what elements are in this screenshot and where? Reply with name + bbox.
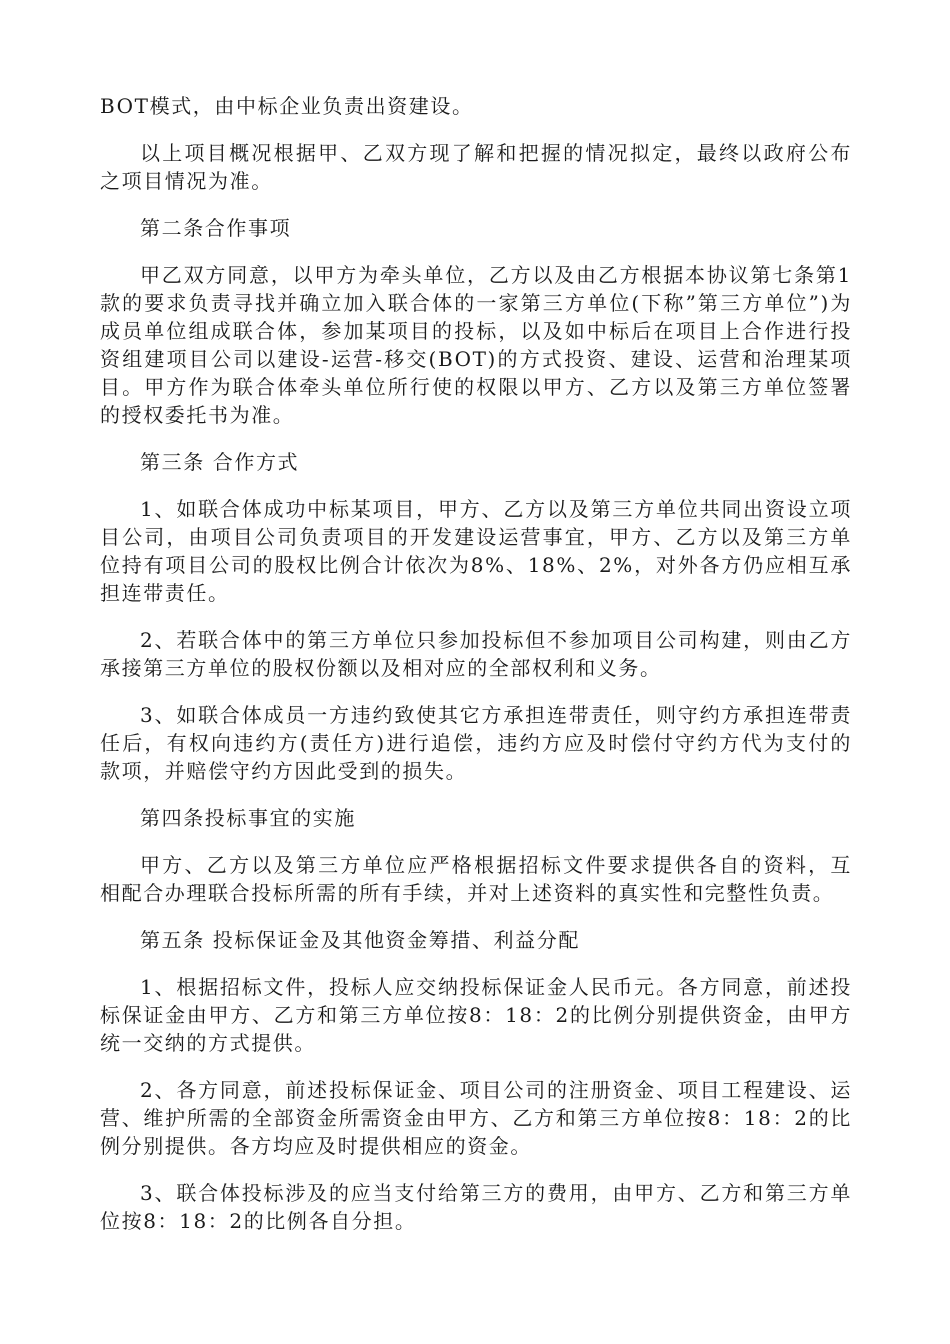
paragraph-project-overview: 以上项目概况根据甲、乙双方现了解和把握的情况拟定，最终以政府公布之项目情况为准。 (100, 141, 852, 193)
paragraph-cooperation-matters: 甲乙双方同意，以甲方为牵头单位，乙方以及由乙方根据本协议第七条第1款的要求负责寻找并确立加入联合体的一家第三方单位(下称”第三方单位”)为成员单位组成联合体，参加某项目的投标，以及如中标后在项目上合作进行投资组建项目公司以建设-运营-移交(BOT)的方式投资、建设、运营和治理某项目。甲方作为联合体牵头单位所行使的权限以甲方、乙方以及第三方单位签署的授权委托书为准。 (100, 263, 852, 427)
paragraph-funding-2: 2、各方同意，前述投标保证金、项目公司的注册资金、项目工程建设、运营、维护所需的全部资金所需资金由甲方、乙方和第三方单位按8：18：2的比例分别提供。各方均应及时提供相应的资金。 (100, 1078, 852, 1158)
document-page (100, 92, 852, 1254)
paragraph-bid-implementation: 甲方、乙方以及第三方单位应严格根据招标文件要求提供各自的资料，互相配合办理联合投标所需的所有手续，并对上述资料的真实性和完整性负责。 (100, 853, 852, 905)
paragraph-cooperation-3: 3、如联合体成员一方违约致使其它方承担连带责任，则守约方承担连带责任后，有权向违约方(责任方)进行追偿，违约方应及时偿付守约方代为支付的款项，并赔偿守约方因此受到的损失。 (100, 703, 852, 783)
heading-article-2: 第二条合作事项 (140, 216, 292, 240)
paragraph-bot-mode: BOT模式，由中标企业负责出资建设。 (100, 94, 474, 118)
heading-article-3: 第三条 合作方式 (140, 450, 300, 474)
paragraph-cooperation-2: 2、若联合体中的第三方单位只参加投标但不参加项目公司构建，则由乙方承接第三方单位的股权份额以及相对应的全部权利和义务。 (100, 628, 852, 680)
heading-article-4: 第四条投标事宜的实施 (140, 806, 356, 830)
heading-article-5: 第五条 投标保证金及其他资金筹措、利益分配 (140, 928, 580, 952)
paragraph-funding-1: 1、根据招标文件，投标人应交纳投标保证金人民币元。各方同意，前述投标保证金由甲方、乙方和第三方单位按8：18：2的比例分别提供资金，由甲方统一交纳的方式提供。 (100, 975, 852, 1055)
paragraph-cooperation-1: 1、如联合体成功中标某项目，甲方、乙方以及第三方单位共同出资设立项目公司，由项目公司负责项目的开发建设运营事宜，甲方、乙方以及第三方单位持有项目公司的股权比例合计依次为8%、18%、2%，对外各方仍应相互承担连带责任。 (100, 497, 852, 605)
paragraph-funding-3: 3、联合体投标涉及的应当支付给第三方的费用，由甲方、乙方和第三方单位按8：18：2的比例各自分担。 (100, 1181, 852, 1233)
